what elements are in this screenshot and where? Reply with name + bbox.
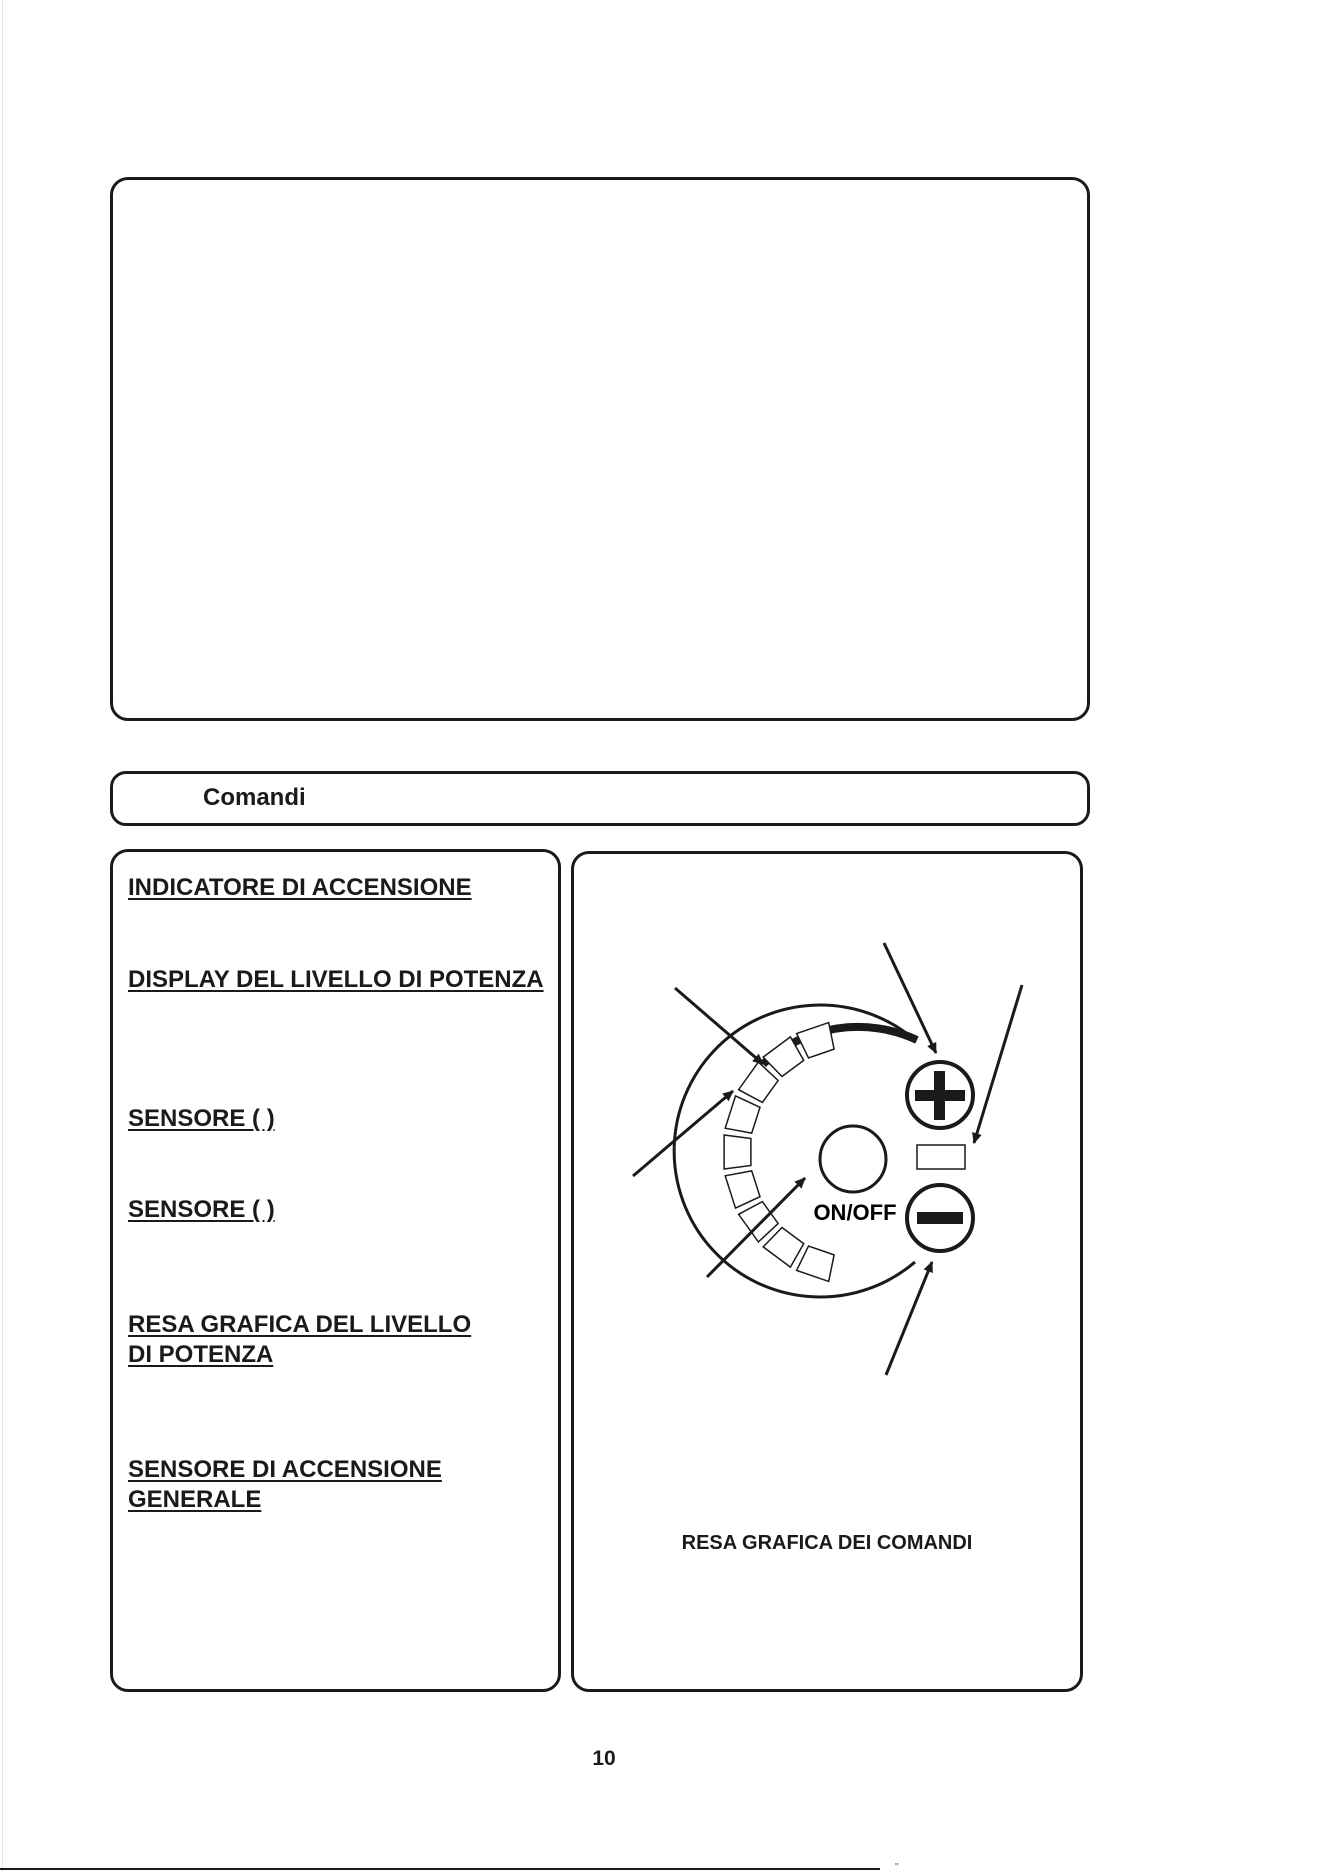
label-sensore-accensione-line1: SENSORE DI ACCENSIONE — [128, 1456, 442, 1483]
bottom-rule — [0, 1868, 880, 1870]
corner-mark: " — [895, 1862, 899, 1873]
power-indicator-light — [917, 1145, 965, 1169]
power-segment — [763, 1228, 804, 1268]
label-indicatore-accensione: INDICATORE DI ACCENSIONE — [128, 874, 472, 901]
power-segment — [725, 1096, 760, 1133]
label-sensore-minus: SENSORE ( ) — [128, 1196, 275, 1223]
power-segment — [725, 1171, 760, 1208]
label-resa-grafica-livello-line2: DI POTENZA — [128, 1341, 274, 1368]
diagram-caption: RESA GRAFICA DEI COMANDI — [681, 1532, 973, 1554]
power-segment — [797, 1246, 835, 1281]
power-segment — [797, 1023, 835, 1058]
label-sensore-plus: SENSORE ( ) — [128, 1105, 275, 1132]
section-title: Comandi — [203, 784, 306, 811]
power-segment — [739, 1202, 779, 1242]
power-segment — [739, 1062, 779, 1102]
plus-icon — [907, 1062, 973, 1128]
label-display-livello-potenza: DISPLAY DEL LIVELLO DI POTENZA — [128, 966, 544, 993]
on-off-button — [820, 1126, 886, 1192]
on-off-label: ON/OFF — [813, 1200, 897, 1225]
arrow-to-display-ring — [675, 988, 763, 1064]
label-resa-grafica-livello-line1: RESA GRAFICA DEL LIVELLO — [128, 1311, 472, 1338]
power-segment — [724, 1135, 751, 1169]
label-sensore-accensione-line2: GENERALE — [128, 1486, 262, 1513]
page-number: 10 — [592, 1747, 616, 1770]
minus-icon — [907, 1185, 973, 1251]
arrow-to-indicator — [974, 985, 1022, 1143]
on-off-sensor — [820, 1126, 886, 1192]
